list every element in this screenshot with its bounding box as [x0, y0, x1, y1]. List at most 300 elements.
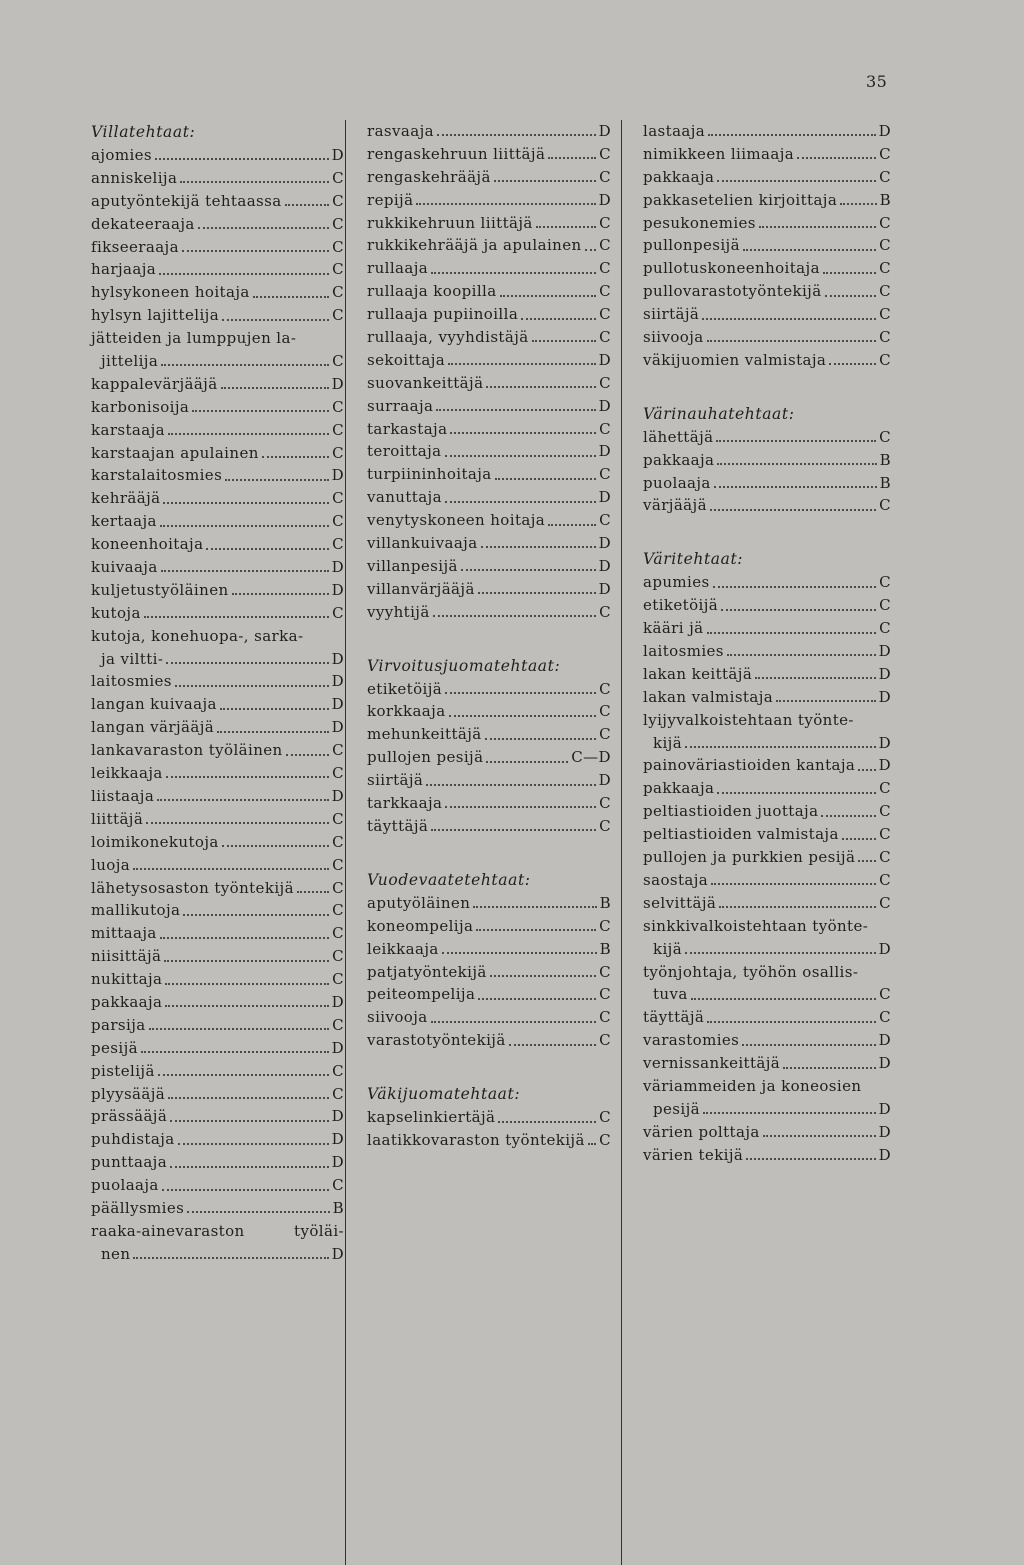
- list-item: [91, 968, 344, 991]
- wage-class: D: [331, 558, 344, 577]
- list-item: [91, 487, 344, 510]
- dot-leader: [486, 761, 568, 763]
- occupation-name: hylsyn lajittelija: [91, 306, 220, 325]
- list-item: [367, 486, 611, 509]
- occupation-name: kehrääjä: [91, 489, 161, 508]
- wage-class: C: [599, 213, 611, 232]
- list-item: [643, 754, 891, 777]
- list-item: [643, 494, 891, 517]
- dot-leader: [450, 432, 596, 434]
- wage-class: D: [598, 579, 611, 598]
- occupation-name: rullaaja koopilla: [367, 282, 497, 301]
- wage-class: C: [332, 764, 344, 783]
- list-item: [643, 449, 891, 472]
- wage-class: C: [879, 802, 891, 821]
- occupation-name: pakkaaja: [643, 779, 715, 798]
- occupation-name: saostaja: [643, 870, 709, 889]
- list-item: [643, 663, 891, 686]
- occupation-name: laatikkovaraston työntekijä: [367, 1130, 585, 1149]
- list-item: [643, 732, 891, 755]
- dot-leader: [717, 463, 876, 465]
- occupation-name: pakkaaja: [91, 992, 163, 1011]
- occupation-name: kääri jä: [643, 619, 704, 638]
- occupation-name: plyysääjä: [91, 1084, 166, 1103]
- occupation-name: lähetysosaston työntekijä: [91, 878, 294, 897]
- occupation-name: kutoja: [91, 603, 141, 622]
- dot-leader: [858, 860, 876, 862]
- occupation-name: etiketöijä: [367, 679, 443, 698]
- dot-leader: [840, 203, 876, 205]
- wage-class: D: [878, 687, 891, 706]
- list-item: [367, 769, 611, 792]
- list-item: [91, 670, 344, 693]
- dot-leader: [743, 249, 876, 251]
- list-item: [91, 899, 344, 922]
- dot-leader: [159, 273, 329, 275]
- list-item: [367, 257, 611, 280]
- occupation-name: repijä: [367, 190, 414, 209]
- dot-leader: [285, 204, 330, 206]
- occupation-name: puolaaja: [643, 473, 711, 492]
- wage-class: C: [332, 283, 344, 302]
- wage-class: C: [332, 535, 344, 554]
- wage-class: C: [879, 282, 891, 301]
- dot-leader: [490, 975, 596, 977]
- occupation-name: lähettäjä: [643, 427, 714, 446]
- dot-leader: [445, 806, 596, 808]
- list-item: [367, 1129, 611, 1152]
- dot-leader: [685, 952, 875, 954]
- list-item: [91, 1128, 344, 1151]
- list-item: [367, 532, 611, 555]
- occupation-name: langan värjääjä: [91, 718, 215, 737]
- wage-class: C: [599, 282, 611, 301]
- wage-class: C: [599, 602, 611, 621]
- occupation-name: villanvärjääjä: [367, 579, 475, 598]
- entry-line: kutoja, konehuopa-, sarka-: [91, 626, 304, 645]
- occupation-name: vernissankeittäjä: [643, 1054, 781, 1073]
- occupation-name: täyttäjä: [367, 816, 429, 835]
- dot-leader: [823, 272, 876, 274]
- wage-class: D: [878, 1054, 891, 1073]
- dot-leader: [166, 662, 328, 664]
- dot-leader: [165, 1005, 328, 1007]
- occupation-name: turpiininhoitaja: [367, 465, 492, 484]
- occupation-name: tuva: [653, 985, 688, 1004]
- occupation-name: puolaaja: [91, 1176, 159, 1195]
- list-item: [367, 372, 611, 395]
- list-item: [91, 785, 344, 808]
- occupation-name: karstaaja: [91, 420, 166, 439]
- occupation-name: rukkikehruun liittäjä: [367, 213, 533, 232]
- occupation-name: parsija: [91, 1015, 146, 1034]
- wage-class: C: [332, 260, 344, 279]
- dot-leader: [162, 1189, 329, 1191]
- occupation-name: punttaaja: [91, 1153, 168, 1172]
- dot-leader: [707, 340, 876, 342]
- section-heading: Värinauhatehtaat:: [643, 404, 795, 423]
- column-divider: [345, 120, 346, 1565]
- occupation-name: apumies: [643, 573, 710, 592]
- list-item: [91, 922, 344, 945]
- occupation-name: mehunkeittäjä: [367, 725, 482, 744]
- wage-class: B: [879, 190, 891, 209]
- list-item: [91, 854, 344, 877]
- list-item: [643, 594, 891, 617]
- wage-class: D: [878, 756, 891, 775]
- dot-leader: [746, 1158, 875, 1160]
- wage-class: C: [599, 1130, 611, 1149]
- dot-leader: [157, 799, 328, 801]
- list-item: [367, 189, 611, 212]
- wage-class: B: [879, 450, 891, 469]
- list-item: [91, 1243, 344, 1266]
- dot-leader: [445, 501, 596, 503]
- list-item: [91, 831, 344, 854]
- entry-line: lyijyvalkoistehtaan työnte-: [643, 710, 854, 729]
- dot-leader: [442, 952, 597, 954]
- dot-leader: [445, 455, 596, 457]
- section-gap: [367, 624, 611, 654]
- section-gap: [367, 838, 611, 868]
- occupation-name: dekateeraaja: [91, 214, 195, 233]
- occupation-name: siivooja: [367, 1008, 428, 1027]
- list-item: [643, 640, 891, 663]
- wage-class: D: [878, 664, 891, 683]
- list-item: [643, 938, 891, 961]
- wage-class: D: [331, 1130, 344, 1149]
- dot-leader: [158, 1074, 329, 1076]
- occupation-name: etiketöijä: [643, 596, 719, 615]
- wage-class: D: [331, 1244, 344, 1263]
- wage-class: C: [879, 596, 891, 615]
- occupation-name: selvittäjä: [643, 893, 717, 912]
- dot-leader: [485, 738, 596, 740]
- dot-leader: [825, 295, 877, 297]
- list-item: [91, 1014, 344, 1037]
- wage-class: D: [598, 350, 611, 369]
- list-item: [367, 280, 611, 303]
- section-gap: [643, 372, 891, 402]
- entry-line: työnjohtaja, työhön osallis-: [643, 962, 859, 981]
- occupation-name: peltiastioiden juottaja: [643, 802, 819, 821]
- occupation-name: pullovarastotyöntekijä: [643, 282, 822, 301]
- wage-class: C: [599, 916, 611, 935]
- entry-line: väriammeiden ja koneosien: [643, 1076, 862, 1095]
- list-item: [643, 234, 891, 257]
- wage-class: C: [332, 191, 344, 210]
- occupation-name: fikseeraaja: [91, 237, 179, 256]
- dot-leader: [160, 525, 329, 527]
- dot-leader: [222, 319, 329, 321]
- wage-class: C: [599, 1031, 611, 1050]
- wage-class: D: [878, 733, 891, 752]
- occupation-name: päällysmies: [91, 1198, 185, 1217]
- occupation-name: patjatyöntekijä: [367, 962, 487, 981]
- occupation-name: lankavaraston työläinen: [91, 741, 283, 760]
- occupation-name: kappalevärjääjä: [91, 374, 218, 393]
- wage-class: C: [332, 832, 344, 851]
- wage-class: C: [599, 236, 611, 255]
- occupation-name: painoväriastioiden kantaja: [643, 756, 856, 775]
- wage-class: C: [599, 1008, 611, 1027]
- wage-class: C: [332, 420, 344, 439]
- dot-leader: [711, 883, 876, 885]
- wage-class: D: [878, 1031, 891, 1050]
- dot-leader: [232, 593, 329, 595]
- occupation-name: leikkaaja: [91, 764, 163, 783]
- section-heading: Villatehtaat:: [91, 123, 196, 141]
- dot-leader: [160, 937, 329, 939]
- wage-class: C: [332, 443, 344, 462]
- occupation-name: kuljetustyöläinen: [91, 580, 229, 599]
- dot-leader: [436, 409, 595, 411]
- wage-class: D: [598, 771, 611, 790]
- occupation-name: loimikonekutoja: [91, 832, 219, 851]
- occupation-name: mallikutoja: [91, 901, 181, 920]
- wage-class: C: [879, 213, 891, 232]
- list-item: [91, 167, 344, 190]
- list-item: [643, 1052, 891, 1075]
- dot-leader: [685, 746, 875, 748]
- wage-class: C: [879, 825, 891, 844]
- occupation-name: pakkasetelien kirjoittaja: [643, 190, 838, 209]
- occupation-name: pullotuskoneenhoitaja: [643, 259, 820, 278]
- list-item: [91, 419, 344, 442]
- occupation-name: luoja: [91, 855, 131, 874]
- list-item: [367, 1029, 611, 1052]
- occupation-name: niisittäjä: [91, 947, 162, 966]
- dot-leader: [161, 570, 329, 572]
- wage-class: D: [331, 580, 344, 599]
- occupation-name: mittaaja: [91, 924, 157, 943]
- list-item: [643, 686, 891, 709]
- dot-leader: [426, 784, 595, 786]
- list-item: [367, 463, 611, 486]
- dot-leader: [588, 1143, 596, 1145]
- wage-class: C: [879, 1008, 891, 1027]
- dot-leader: [783, 1067, 875, 1069]
- dot-leader: [821, 815, 876, 817]
- list-item: [367, 678, 611, 701]
- list-item: [91, 716, 344, 739]
- dot-leader: [494, 180, 596, 182]
- list-item: [91, 991, 344, 1014]
- occupation-name: värjääjä: [643, 496, 707, 515]
- wage-class: D: [331, 718, 344, 737]
- list-item: [367, 395, 611, 418]
- wage-class: D: [331, 466, 344, 485]
- section-heading: Vuodevaatetehtaat:: [367, 870, 531, 889]
- wage-class: C: [332, 924, 344, 943]
- list-item: [91, 236, 344, 259]
- occupation-name: rengaskehruun liittäjä: [367, 144, 546, 163]
- wage-class: C: [879, 167, 891, 186]
- dot-leader: [486, 386, 596, 388]
- page-number: 35: [866, 72, 888, 91]
- list-item: [91, 464, 344, 487]
- list-item: [643, 777, 891, 800]
- occupation-name: siivooja: [643, 328, 704, 347]
- occupation-name: anniskelija: [91, 168, 178, 187]
- dot-leader: [170, 1120, 328, 1122]
- dot-leader: [164, 960, 329, 962]
- occupation-name: lakan keittäjä: [643, 664, 753, 683]
- wage-class: C: [332, 1176, 344, 1195]
- list-item: [367, 746, 611, 769]
- occupation-name: pistelijä: [91, 1061, 155, 1080]
- occupation-name: vanuttaja: [367, 488, 442, 507]
- wage-class: C: [599, 144, 611, 163]
- dot-leader: [220, 708, 329, 710]
- occupation-name: varastomies: [643, 1031, 740, 1050]
- wage-class: C—D: [571, 748, 611, 767]
- wage-class: C: [332, 901, 344, 920]
- wage-class: C: [879, 848, 891, 867]
- occupation-name: pakkaaja: [643, 450, 715, 469]
- occupation-name: rengaskehrääjä: [367, 167, 491, 186]
- occupation-name: langan kuivaaja: [91, 695, 217, 714]
- list-item: [91, 533, 344, 556]
- list-item: [643, 800, 891, 823]
- list-item: [367, 700, 611, 723]
- occupation-name: laitosmies: [91, 672, 172, 691]
- list-item: [367, 440, 611, 463]
- occupation-name: pesijä: [653, 1099, 700, 1118]
- wage-class: C: [332, 306, 344, 325]
- occupation-name: karstaajan apulainen: [91, 443, 259, 462]
- dot-leader: [703, 1112, 876, 1114]
- occupation-name: villankuivaaja: [367, 534, 478, 553]
- list-item: [91, 190, 344, 213]
- occupation-name: aputyöntekijä tehtaassa: [91, 191, 282, 210]
- entry-line-part: raaka-ainevaraston: [91, 1221, 245, 1240]
- list-item: [643, 846, 891, 869]
- wage-class: C: [879, 328, 891, 347]
- occupation-name: rullaaja pupiinoilla: [367, 305, 519, 324]
- dot-leader: [180, 181, 329, 183]
- wage-class: C: [879, 573, 891, 592]
- wage-class: C: [879, 893, 891, 912]
- occupation-name: vyyhtijä: [367, 602, 430, 621]
- dot-leader: [133, 1257, 328, 1259]
- dot-leader: [714, 486, 877, 488]
- occupation-name: rullaaja, vyyhdistäjä: [367, 328, 529, 347]
- wage-class: D: [331, 1038, 344, 1057]
- dot-leader: [221, 387, 329, 389]
- wage-class: C: [599, 465, 611, 484]
- wage-class: C: [599, 328, 611, 347]
- list-item: [367, 723, 611, 746]
- list-item: [367, 938, 611, 961]
- list-item: [643, 869, 891, 892]
- list-item: [367, 1006, 611, 1029]
- list-item: [643, 1029, 891, 1052]
- list-item: [643, 1098, 891, 1121]
- dot-leader: [498, 1121, 596, 1123]
- dot-leader: [149, 1028, 330, 1030]
- dot-leader: [702, 318, 876, 320]
- list-item: [367, 326, 611, 349]
- dot-leader: [461, 569, 596, 571]
- list-item: [91, 808, 344, 831]
- wage-class: C: [879, 305, 891, 324]
- wage-class: D: [878, 122, 891, 140]
- wage-class: C: [332, 352, 344, 371]
- list-item: [91, 304, 344, 327]
- wage-class: B: [332, 1198, 344, 1217]
- occupation-name: värien polttaja: [643, 1122, 760, 1141]
- wage-class: C: [332, 237, 344, 256]
- dot-leader: [163, 502, 329, 504]
- occupation-name: pullojen ja purkkien pesijä: [643, 848, 856, 867]
- list-item: [643, 257, 891, 280]
- dot-leader: [829, 363, 876, 365]
- list-item: [91, 1151, 344, 1174]
- dot-leader: [217, 731, 328, 733]
- occupation-name: värien tekijä: [643, 1145, 744, 1164]
- dot-leader: [716, 440, 876, 442]
- dot-leader: [585, 249, 597, 251]
- dot-leader: [168, 433, 329, 435]
- dot-leader: [253, 296, 329, 298]
- list-item: [91, 1105, 344, 1128]
- dot-leader: [178, 1143, 329, 1145]
- dot-leader: [286, 754, 329, 756]
- wage-class: D: [331, 1153, 344, 1172]
- occupation-name: korkkaaja: [367, 702, 446, 721]
- dot-leader: [187, 1211, 329, 1213]
- column-divider: [621, 120, 622, 1565]
- dot-leader: [495, 478, 596, 480]
- dot-leader: [222, 845, 329, 847]
- occupation-name: siirtäjä: [367, 771, 424, 790]
- occupation-name: rullaaja: [367, 259, 429, 278]
- list-item: [91, 1037, 344, 1060]
- wage-class: D: [878, 1099, 891, 1118]
- dot-leader: [763, 1135, 876, 1137]
- column-1: [91, 120, 344, 1266]
- list-item: [643, 571, 891, 594]
- dot-leader: [473, 906, 596, 908]
- occupation-name: prässääjä: [91, 1107, 168, 1126]
- dot-leader: [262, 456, 329, 458]
- list-item: [643, 120, 891, 143]
- occupation-name: pullonpesijä: [643, 236, 740, 255]
- wage-class: D: [878, 642, 891, 661]
- list-item: [91, 877, 344, 900]
- wage-class: C: [879, 350, 891, 369]
- wage-class: D: [331, 146, 344, 164]
- dot-leader: [166, 776, 329, 778]
- occupation-name: koneompelija: [367, 916, 474, 935]
- wage-class: D: [598, 488, 611, 507]
- occupation-name: harjaaja: [91, 260, 157, 279]
- wage-class: C: [599, 679, 611, 698]
- occupation-name: pesijä: [91, 1038, 138, 1057]
- list-item: [367, 555, 611, 578]
- dot-leader: [182, 250, 329, 252]
- list-item: [91, 213, 344, 236]
- dot-leader: [437, 134, 596, 136]
- occupation-name: teroittaja: [367, 442, 442, 461]
- list-item: [367, 212, 611, 235]
- list-item: [91, 1174, 344, 1197]
- wage-class: C: [599, 985, 611, 1004]
- list-item: [367, 234, 611, 257]
- wage-class: C: [879, 619, 891, 638]
- occupation-name: suovankeittäjä: [367, 373, 484, 392]
